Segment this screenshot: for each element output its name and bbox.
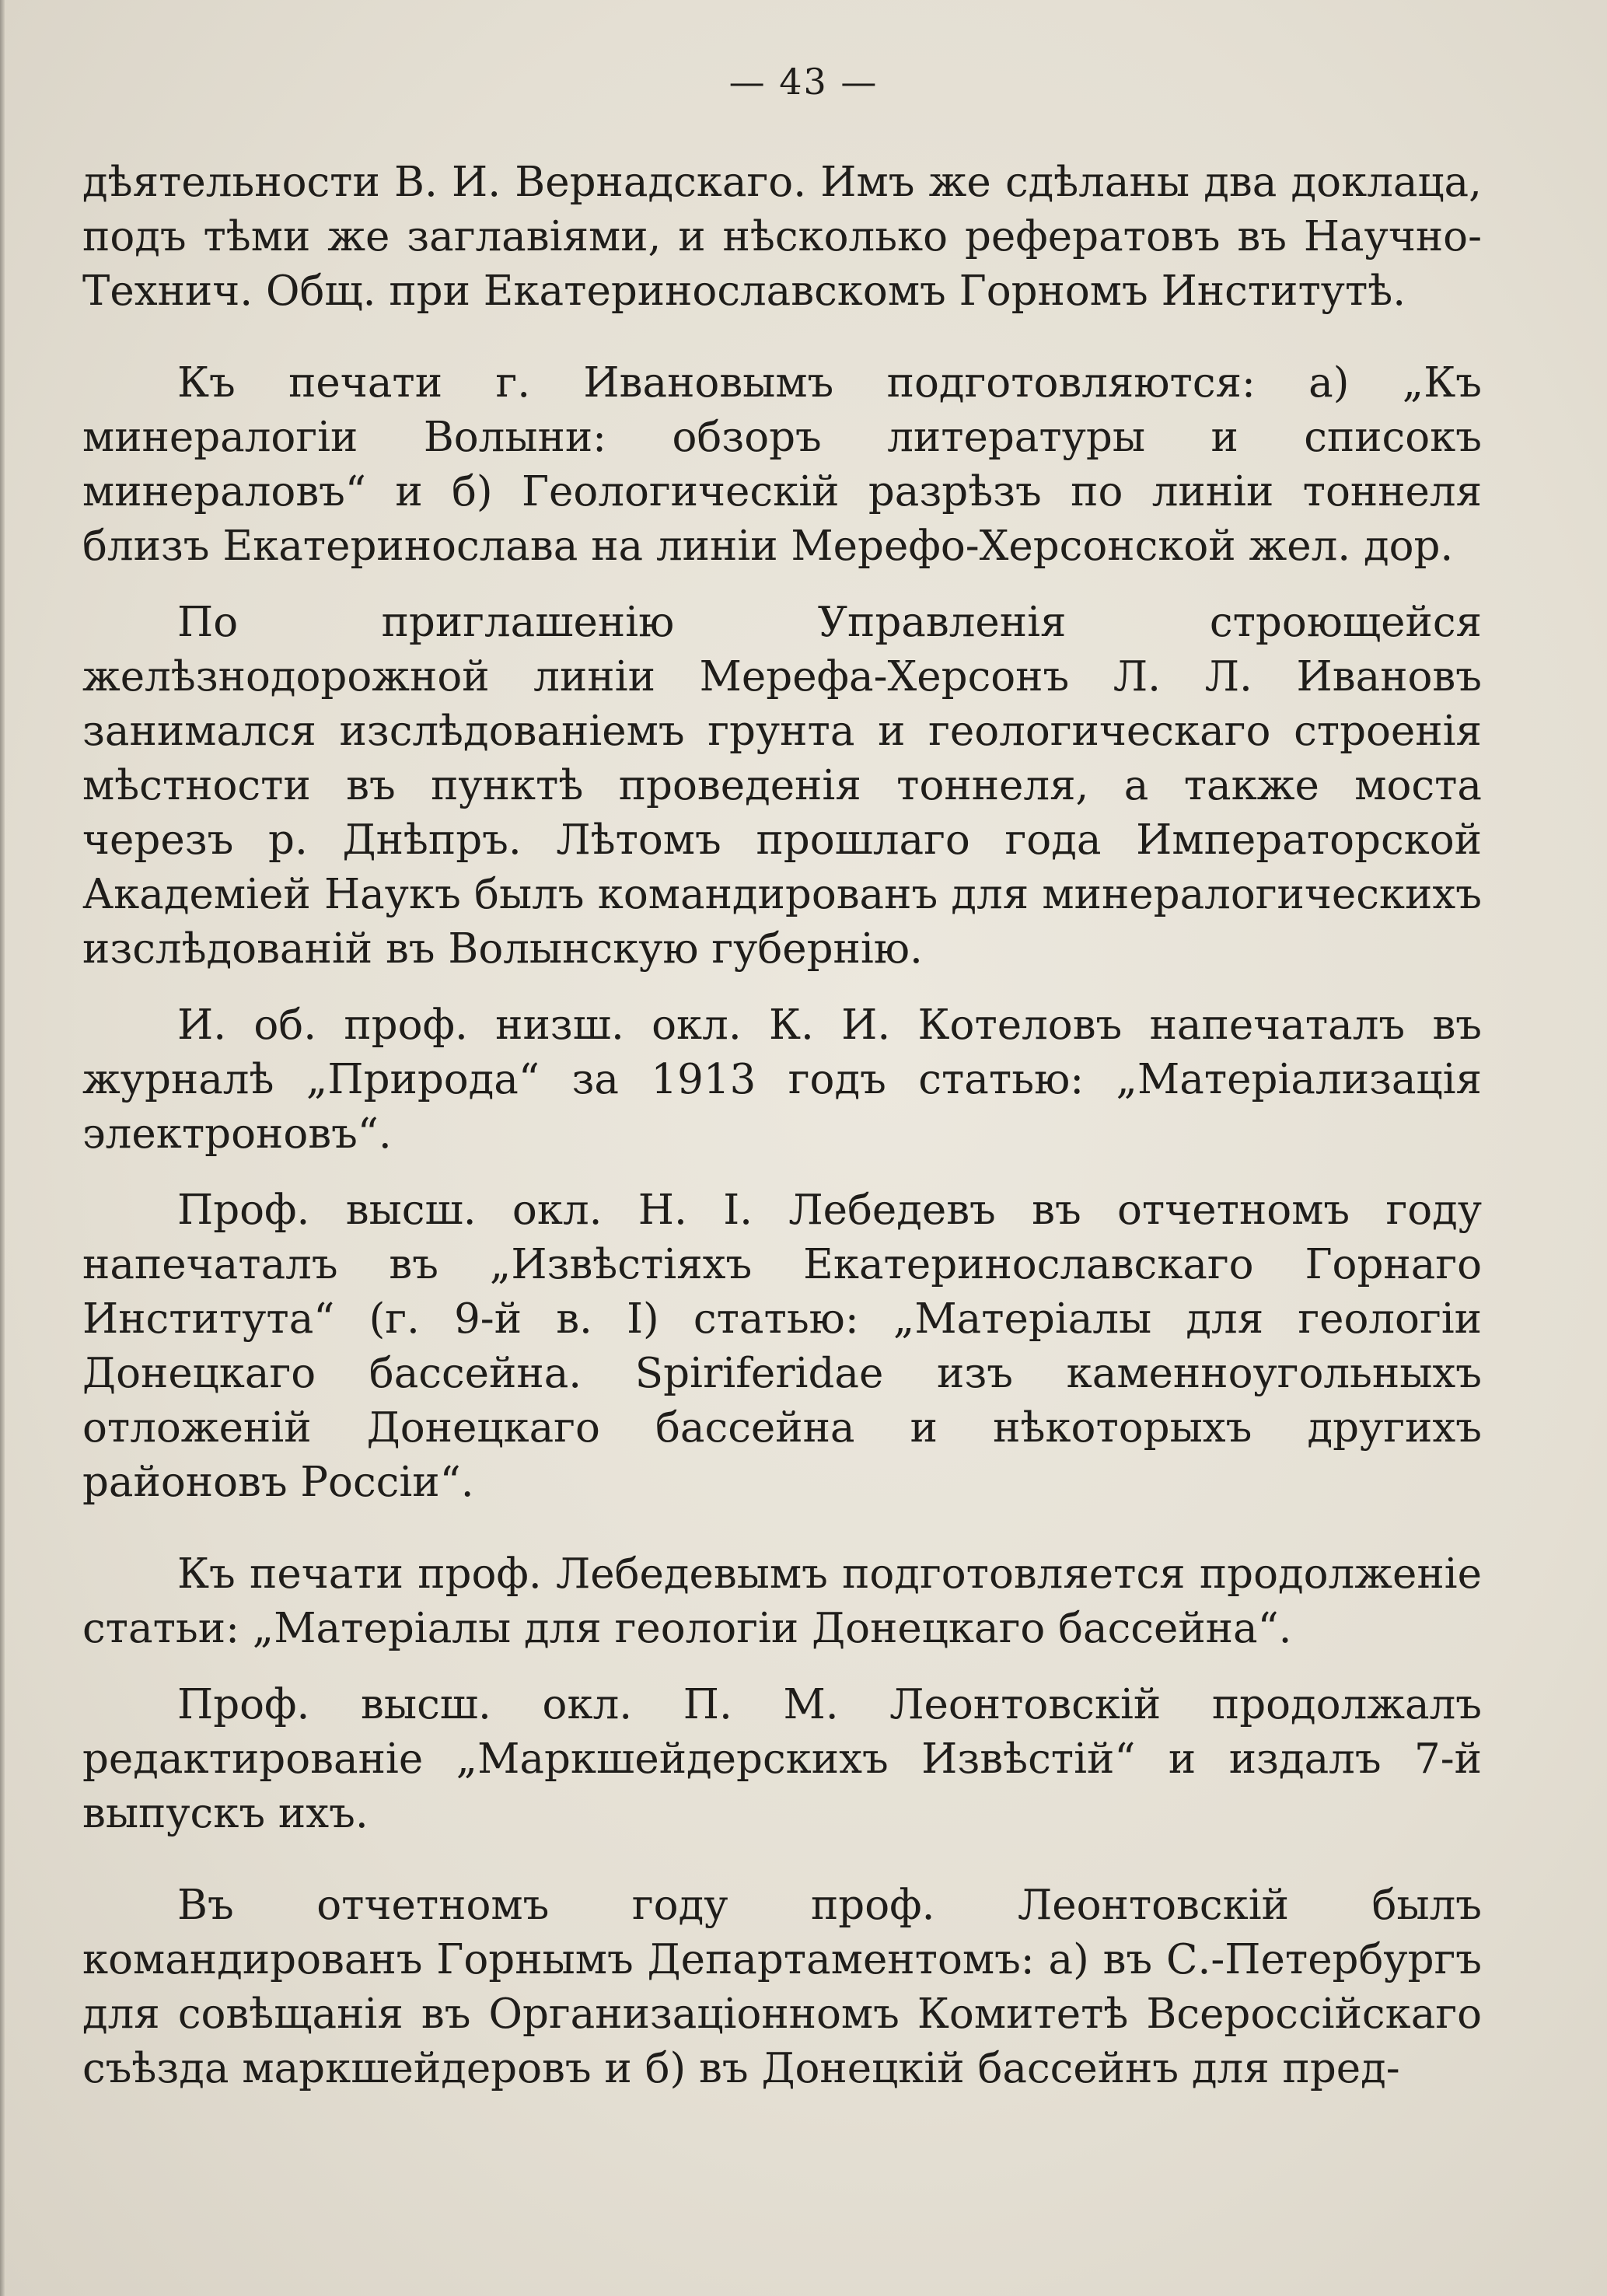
paragraph-1: дѣятельности В. И. Вернадскаго. Имъ же сдѣланы два доклаца, подъ тѣми же заглавіями, и нѣсколько рефератовъ въ Научно-Технич. Общ. при Екатеринославскомъ Горномъ Институтѣ. [82,159,1482,315]
paragraph-6: Къ печати проф. Лебедевымъ подготовляется продолженіе статьи: „Матеріалы для геологіи Донецкаго бассейна“. [82,1550,1482,1652]
paragraph-3: По приглашенію Управленія строющейся желѣзнодорожной линіи Мерефа-Херсонъ Л. Л. Ивановъ занимался изслѣдованіемъ грунта и геологическаго строенія мѣстности въ пунктѣ проведенія тоннеля, а также моста черезъ р. Днѣпръ. Лѣтомъ прошлаго года Императорской Академіей Наукъ былъ командированъ для минералогическихъ изслѣдованій въ Волынскую губернію. [82,599,1482,973]
paragraph-4: И. об. проф. низш. окл. К. И. Котеловъ напечаталъ въ журналѣ „Природа“ за 1913 годъ статью: „Матеріализація электроновъ“. [82,1001,1482,1158]
body-text [82,156,1482,2096]
paragraph-7: Проф. высш. окл. П. М. Леонтовскій продолжалъ редактированіе „Маркшейдерскихъ Извѣстій“ и издалъ 7-й выпускъ ихъ. [82,1681,1482,1837]
page-binding-edge [0,0,5,2296]
page-number: — 43 — [728,61,879,103]
paragraph-8: Въ отчетномъ году проф. Леонтовскій былъ командированъ Горнымъ Департаментомъ: а) въ С.-Петербургъ для совѣщанія въ Организаціонномъ Комитетѣ Всероссійскаго съѣзда маркшейдеровъ и б) въ Донецкій бассейнъ для пред- [82,1882,1482,2092]
paragraph-2: Къ печати г. Ивановымъ подготовляются: а) „Къ минералогіи Волыни: обзоръ литературы и списокъ минераловъ“ и б) Геологическій разрѣзъ по линіи тоннеля близъ Екатеринослава на линіи Мерефо-Херсонской жел. дор. [82,359,1482,570]
paragraph-5: Проф. высш. окл. Н. І. Лебедевъ въ отчетномъ году напечаталъ въ „Извѣстіяхъ Екатеринославскаго Горнаго Института“ (г. 9-й в. І) статью: „Матеріалы для геологіи Донецкаго бассейна. Spiriferidae изъ каменноугольныхъ отложеній Донецкаго бассейна и нѣкоторыхъ другихъ районовъ Россіи“. [82,1186,1482,1506]
